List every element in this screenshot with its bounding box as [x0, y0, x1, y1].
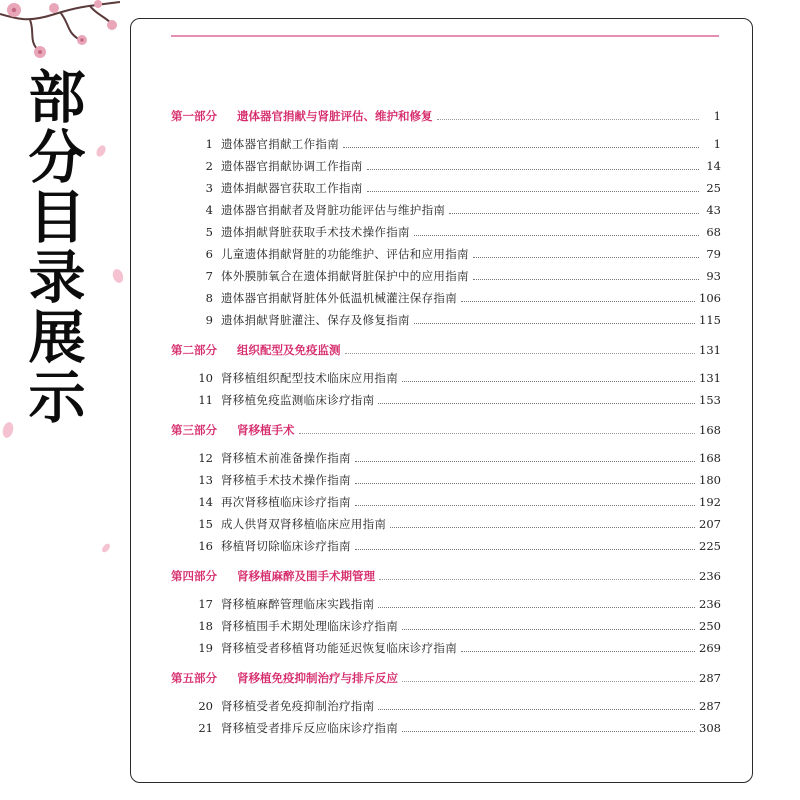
dot-leader — [355, 504, 695, 506]
side-title-char: 部 — [28, 65, 86, 131]
chapter-number: 20 — [198, 699, 213, 713]
toc-chapter-row[interactable] — [171, 367, 721, 389]
dot-leader — [402, 680, 695, 682]
side-title-char: 目 — [28, 185, 86, 251]
chapter-title: 遗体捐献肾脏获取手术技术操作指南 — [221, 225, 410, 239]
dot-leader — [461, 650, 695, 652]
chapter-title: 肾移植受者移植肾功能延迟恢复临床诊疗指南 — [221, 641, 457, 655]
chapter-title: 体外膜肺氧合在遗体捐献肾脏保护中的应用指南 — [221, 269, 469, 283]
toc-chapter-row[interactable] — [171, 155, 721, 177]
toc-chapter-row[interactable] — [171, 221, 721, 243]
toc-chapter-row[interactable] — [171, 309, 721, 331]
page-number: 93 — [706, 269, 721, 283]
page-number: 180 — [699, 473, 721, 487]
chapter-number: 19 — [198, 641, 213, 655]
chapter-title: 肾移植手术技术操作指南 — [221, 473, 351, 487]
page-number: 106 — [699, 291, 721, 305]
part-title: 肾移植手术 — [237, 423, 295, 437]
chapter-number: 14 — [198, 495, 213, 509]
chapter-number: 13 — [198, 473, 213, 487]
dot-leader — [378, 708, 695, 710]
dot-leader — [449, 212, 699, 214]
chapter-title: 遗体捐献肾脏灌注、保存及修复指南 — [221, 313, 410, 327]
toc-chapter-row[interactable] — [171, 513, 721, 535]
toc-chapter-row[interactable] — [171, 717, 721, 739]
toc-chapter-row[interactable] — [171, 593, 721, 615]
page-number: 168 — [699, 423, 721, 437]
dot-leader — [473, 278, 699, 280]
dot-leader — [473, 256, 699, 258]
page-number: 43 — [706, 203, 721, 217]
part-title: 组织配型及免疫监测 — [237, 343, 341, 357]
page-number: 308 — [699, 721, 721, 735]
chapter-title: 遗体器官捐献肾脏体外低温机械灌注保存指南 — [221, 291, 457, 305]
chapter-title: 肾移植受者免疫抑制治疗指南 — [221, 699, 375, 713]
dot-leader — [355, 460, 695, 462]
page-number: 131 — [699, 371, 721, 385]
chapter-number: 5 — [205, 225, 213, 239]
side-title-char: 展 — [28, 305, 86, 371]
part-title: 遗体器官捐献与肾脏评估、维护和修复 — [237, 109, 433, 123]
dot-leader — [414, 322, 695, 324]
toc-chapter-row[interactable] — [171, 133, 721, 155]
toc-part-row[interactable] — [171, 105, 721, 127]
side-title — [22, 65, 92, 431]
toc-chapter-row[interactable] — [171, 243, 721, 265]
table-of-contents — [171, 105, 721, 739]
part-label: 第三部分 — [171, 423, 217, 437]
dot-leader — [355, 482, 695, 484]
dot-leader — [461, 300, 695, 302]
chapter-title: 再次肾移植临床诊疗指南 — [221, 495, 351, 509]
side-title-char: 录 — [28, 245, 86, 311]
page-number: 14 — [706, 159, 721, 173]
page-number: 269 — [699, 641, 721, 655]
toc-part-row[interactable] — [171, 339, 721, 361]
page-number: 1 — [713, 109, 721, 123]
dot-leader — [378, 402, 695, 404]
dot-leader — [378, 606, 695, 608]
chapter-number: 7 — [205, 269, 213, 283]
page-number: 25 — [706, 181, 721, 195]
dot-leader — [414, 234, 699, 236]
dot-leader — [343, 146, 699, 148]
dot-leader — [367, 168, 699, 170]
dot-leader — [390, 526, 695, 528]
toc-chapter-row[interactable] — [171, 199, 721, 221]
dot-leader — [299, 432, 696, 434]
page-number: 68 — [706, 225, 721, 239]
side-title-char: 示 — [28, 365, 86, 431]
chapter-title: 肾移植术前准备操作指南 — [221, 451, 351, 465]
dot-leader — [379, 578, 695, 580]
chapter-number: 1 — [205, 137, 213, 151]
chapter-title: 肾移植麻醉管理临床实践指南 — [221, 597, 375, 611]
chapter-number: 21 — [198, 721, 213, 735]
dot-leader — [402, 380, 695, 382]
page-number: 236 — [699, 597, 721, 611]
chapter-title: 遗体器官捐献工作指南 — [221, 137, 339, 151]
chapter-title: 移植肾切除临床诊疗指南 — [221, 539, 351, 553]
toc-chapter-row[interactable] — [171, 287, 721, 309]
chapter-number: 11 — [198, 393, 213, 407]
page-number: 131 — [699, 343, 721, 357]
chapter-title: 肾移植受者排斥反应临床诊疗指南 — [221, 721, 398, 735]
page-number: 1 — [713, 137, 721, 151]
part-label: 第四部分 — [171, 569, 217, 583]
part-label: 第一部分 — [171, 109, 217, 123]
chapter-title: 肾移植组织配型技术临床应用指南 — [221, 371, 398, 385]
chapter-title: 遗体器官捐献者及肾脏功能评估与维护指南 — [221, 203, 446, 217]
page-number: 207 — [699, 517, 721, 531]
part-title: 肾移植麻醉及围手术期管理 — [237, 569, 375, 583]
chapter-number: 3 — [205, 181, 213, 195]
page-number: 236 — [699, 569, 721, 583]
chapter-number: 15 — [198, 517, 213, 531]
chapter-number: 6 — [205, 247, 213, 261]
chapter-number: 12 — [198, 451, 213, 465]
chapter-number: 17 — [198, 597, 213, 611]
part-label: 第五部分 — [171, 671, 217, 685]
chapter-number: 9 — [205, 313, 213, 327]
toc-chapter-row[interactable] — [171, 447, 721, 469]
toc-part-row[interactable] — [171, 565, 721, 587]
toc-chapter-row[interactable] — [171, 389, 721, 411]
chapter-title: 遗体捐献器官获取工作指南 — [221, 181, 363, 195]
chapter-title: 肾移植免疫监测临床诊疗指南 — [221, 393, 375, 407]
toc-chapter-row[interactable] — [171, 177, 721, 199]
page-number: 115 — [699, 313, 721, 327]
page-number: 287 — [699, 671, 721, 685]
chapter-number: 4 — [205, 203, 213, 217]
toc-chapter-row[interactable] — [171, 265, 721, 287]
side-title-char: 分 — [28, 125, 86, 191]
part-label: 第二部分 — [171, 343, 217, 357]
toc-part-row[interactable] — [171, 419, 721, 441]
dot-leader — [437, 118, 700, 120]
chapter-title: 儿童遗体捐献肾脏的功能维护、评估和应用指南 — [221, 247, 469, 261]
toc-chapter-row[interactable] — [171, 491, 721, 513]
dot-leader — [402, 628, 695, 630]
chapter-number: 8 — [205, 291, 213, 305]
dot-leader — [345, 352, 696, 354]
toc-part-row[interactable] — [171, 667, 721, 689]
dot-leader — [367, 190, 699, 192]
toc-chapter-row[interactable] — [171, 469, 721, 491]
page-number: 153 — [699, 393, 721, 407]
dot-leader — [355, 548, 695, 550]
toc-chapter-row[interactable] — [171, 615, 721, 637]
chapter-title: 肾移植围手术期处理临床诊疗指南 — [221, 619, 398, 633]
part-title: 肾移植免疫抑制治疗与排斥反应 — [237, 671, 398, 685]
page-number: 225 — [699, 539, 721, 553]
chapter-number: 18 — [198, 619, 213, 633]
chapter-number: 16 — [198, 539, 213, 553]
page-number: 168 — [699, 451, 721, 465]
chapter-title: 遗体器官捐献协调工作指南 — [221, 159, 363, 173]
dot-leader — [402, 730, 695, 732]
page-number: 287 — [699, 699, 721, 713]
top-divider — [171, 35, 719, 37]
toc-chapter-row[interactable] — [171, 695, 721, 717]
page-number: 79 — [706, 247, 721, 261]
chapter-title: 成人供肾双肾移植临床应用指南 — [221, 517, 387, 531]
chapter-number: 2 — [205, 159, 213, 173]
chapter-number: 10 — [198, 371, 213, 385]
toc-chapter-row[interactable] — [171, 637, 721, 659]
page-number: 250 — [699, 619, 721, 633]
page-number: 192 — [699, 495, 721, 509]
toc-chapter-row[interactable] — [171, 535, 721, 557]
toc-card — [130, 18, 753, 783]
